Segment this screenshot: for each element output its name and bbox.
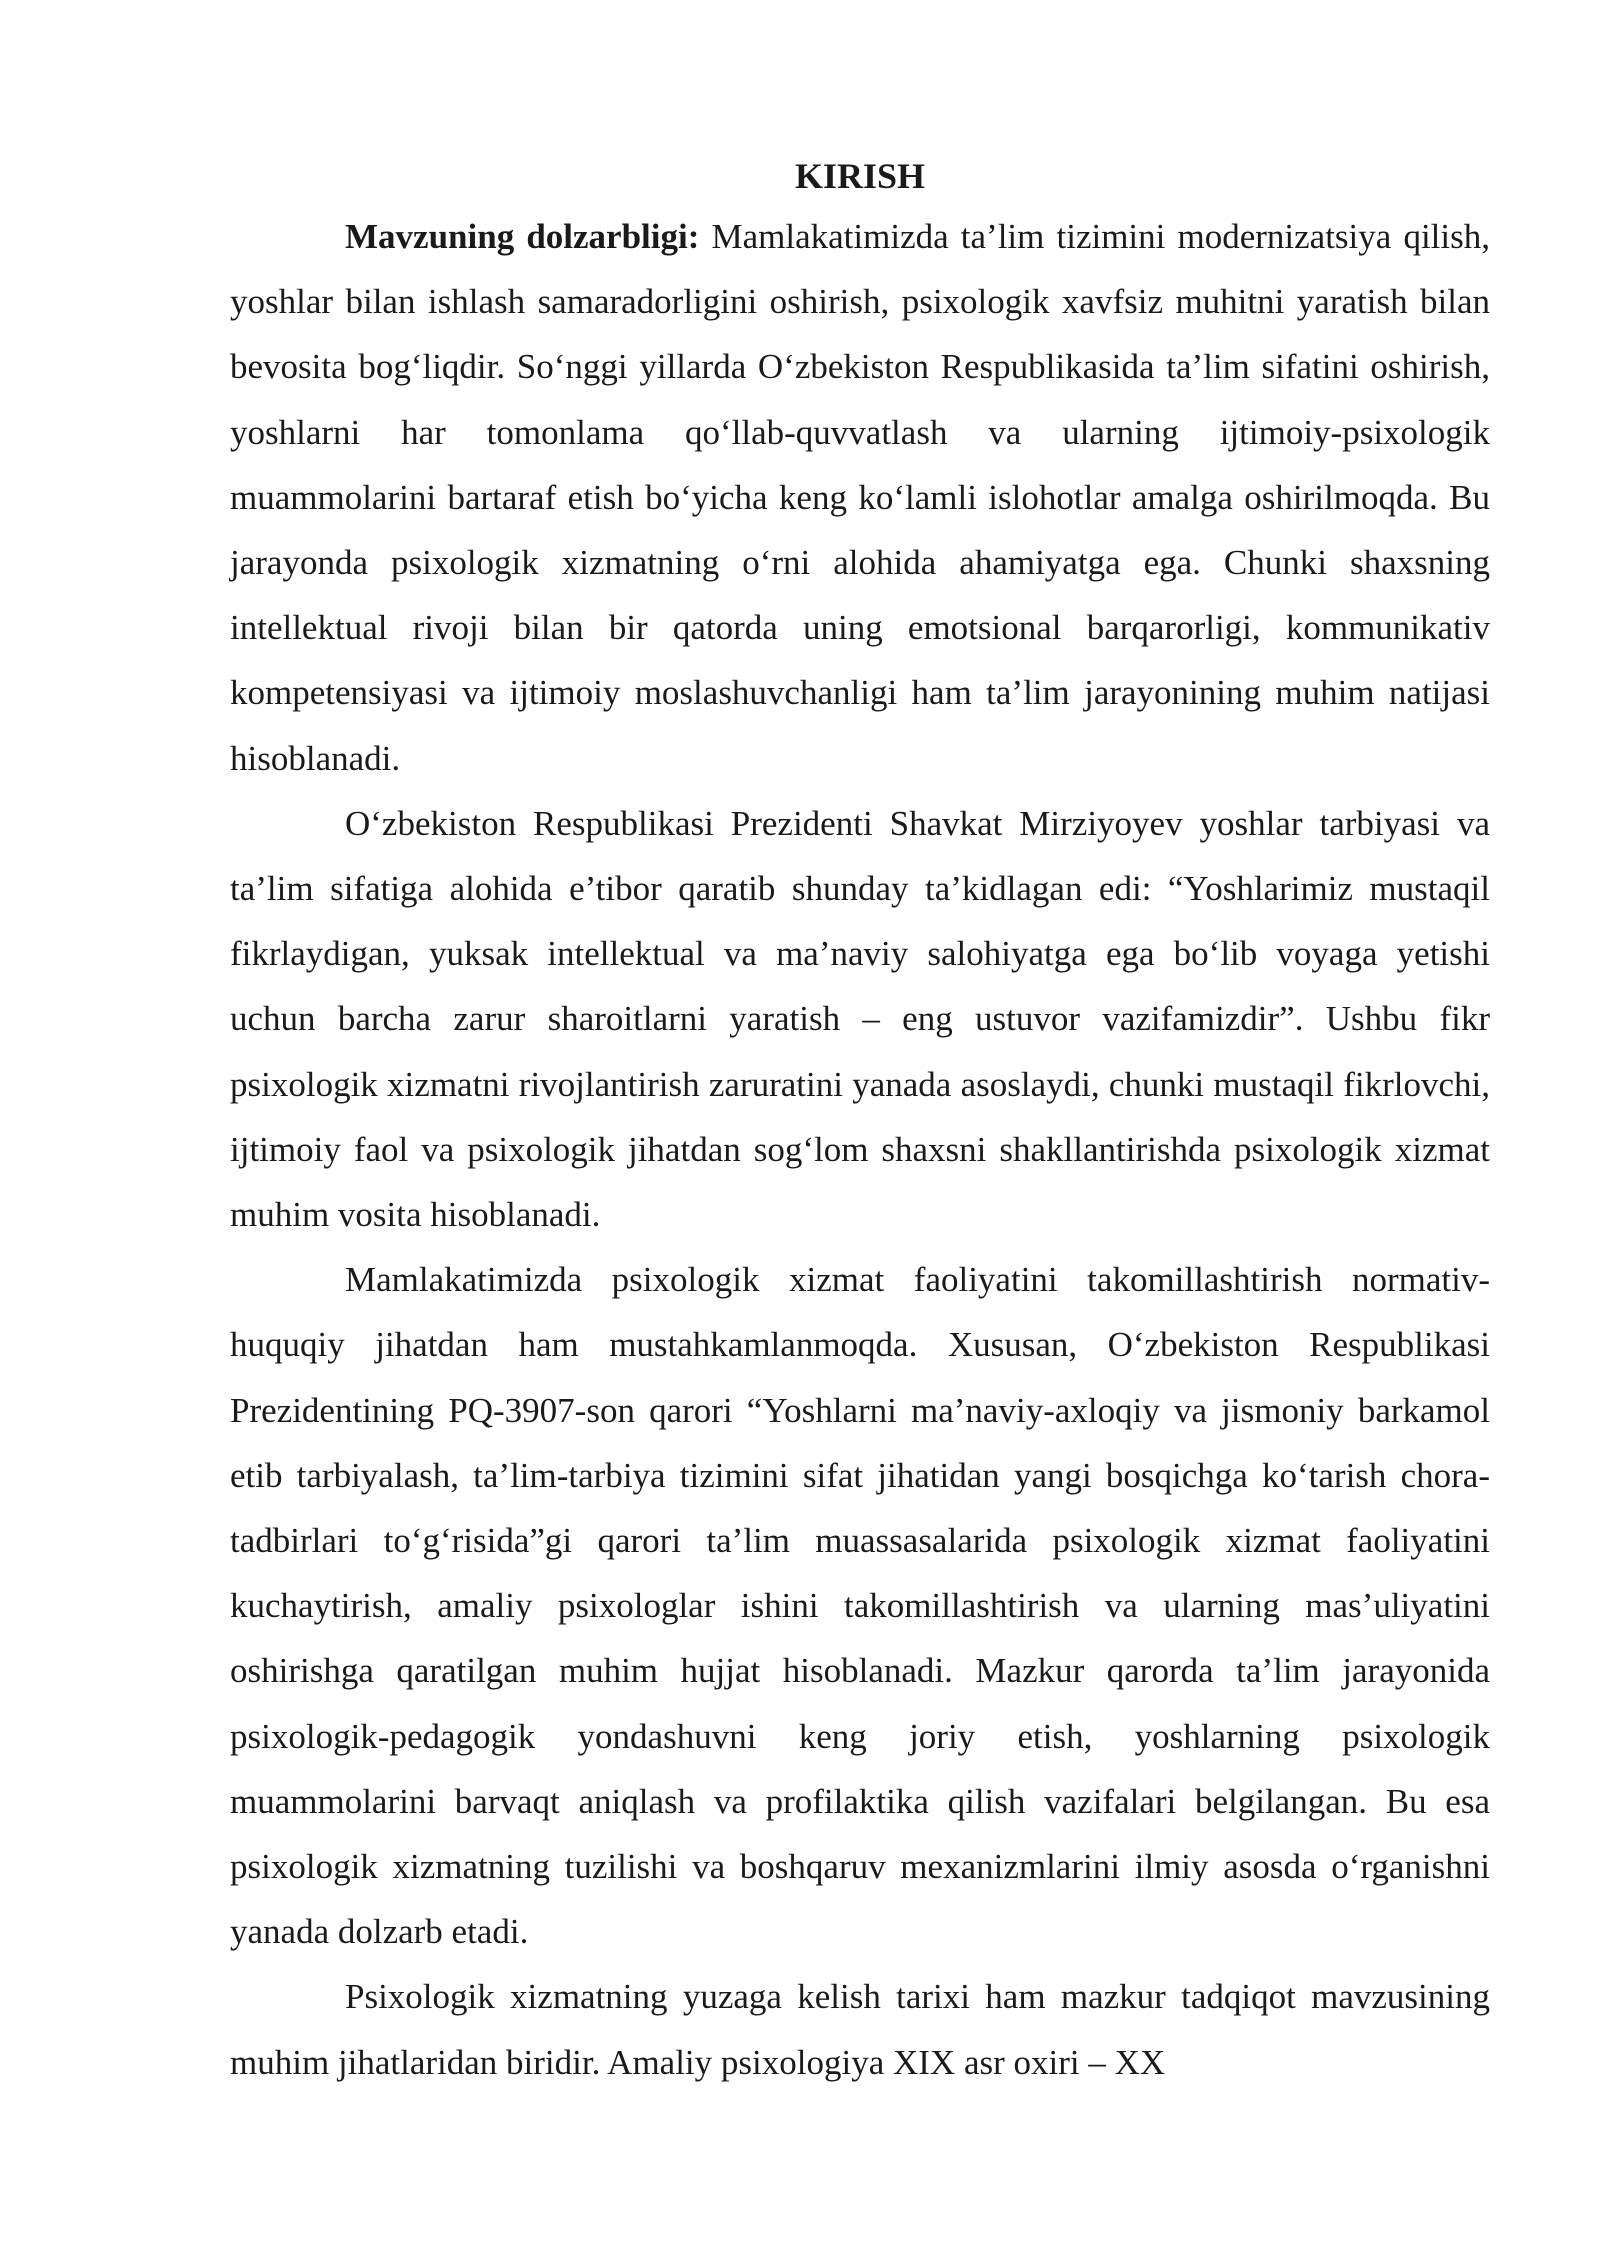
section-heading: KIRISH: [794, 156, 926, 196]
paragraph-lead: Mavzuning dolzarbligi:: [345, 217, 700, 256]
paragraph-history: Psixologik xizmatning yuzaga kelish tarixi ham mazkur tadqiqot mavzusining muhim jihatlaridan biridir. Amaliy psixologiya XIX asr oxiri – XX: [230, 1977, 1490, 2082]
document-body: [230, 148, 1490, 2095]
paragraph-president-quote: O‘zbekiston Respublikasi Prezidenti Shavkat Mirziyoyev yoshlar tarbiyasi va ta’lim sifatiga alohida e’tibor qaratib shunday ta’kidlagan edi: “Yoshlarimiz mustaqil fikrlaydigan, yuksak intellektual va ma’naviy salohiyatga ega bo‘lib voyaga yetishi uchun barcha zarur sharoitlarni yaratish – eng ustuvor vazifamizdir”. Ushbu fikr psixologik xizmatni rivojlantirish zaruratini yanada asoslaydi, chunki mustaqil fikrlovchi, ijtimoiy faol va psixologik jihatdan sog‘lom shaxsni shakllantirishda psixologik xizmat muhim vosita hisoblanadi.: [230, 803, 1490, 1235]
paragraph-relevance: [230, 204, 1490, 791]
paragraph-text: Mamlakatimizda ta’lim tizimini modernizatsiya qilish, yoshlar bilan ishlash samaradorligini oshirish, psixologik xavfsiz muhitni yaratish bilan bevosita bog‘liqdir. So‘nggi yillarda O‘zbekiston Respublikasida ta’lim sifatini oshirish, yoshlarni har tomonlama qo‘llab-quvvatlash va ularning ijtimoiy-psixologik muammolarini bartaraf etish bo‘yicha keng ko‘lamli islohotlar amalga oshirilmoqda. Bu jarayonda psixologik xizmatning o‘rni alohida ahamiyatga ega. Chunki shaxsning intellektual rivoji bilan bir qatorda uning emotsional barqarorligi, kommunikativ kompetensiyasi va ijtimoiy moslashuvchanligi ham ta’lim jarayonining muhim natijasi hisoblanadi.: [230, 217, 1490, 778]
paragraph-normative-basis: Mamlakatimizda psixologik xizmat faoliyatini takomillashtirish normativ-huquqiy jihatdan ham mustahkamlanmoqda. Xususan, O‘zbekiston Respublikasi Prezidentining PQ-3907-son qarori “Yoshlarni ma’naviy-axloqiy va jismoniy barkamol etib tarbiyalash, ta’lim-tarbiya tizimini sifat jihatidan yangi bosqichga ko‘tarish chora-tadbirlari to‘g‘risida”gi qarori ta’lim muassasalarida psixologik xizmat faoliyatini kuchaytirish, amaliy psixologlar ishini takomillashtirish va ularning mas’uliyatini oshirishga qaratilgan muhim hujjat hisoblanadi. Mazkur qarorda ta’lim jarayonida psixologik-pedagogik yondashuvni keng joriy etish, yoshlarning psixologik muammolarini barvaqt aniqlash va profilaktika qilish vazifalari belgilangan. Bu esa psixologik xizmatning tuzilishi va boshqaruv mexanizmlarini ilmiy asosda o‘rganishni yanada dolzarb etadi.: [230, 1260, 1490, 1952]
